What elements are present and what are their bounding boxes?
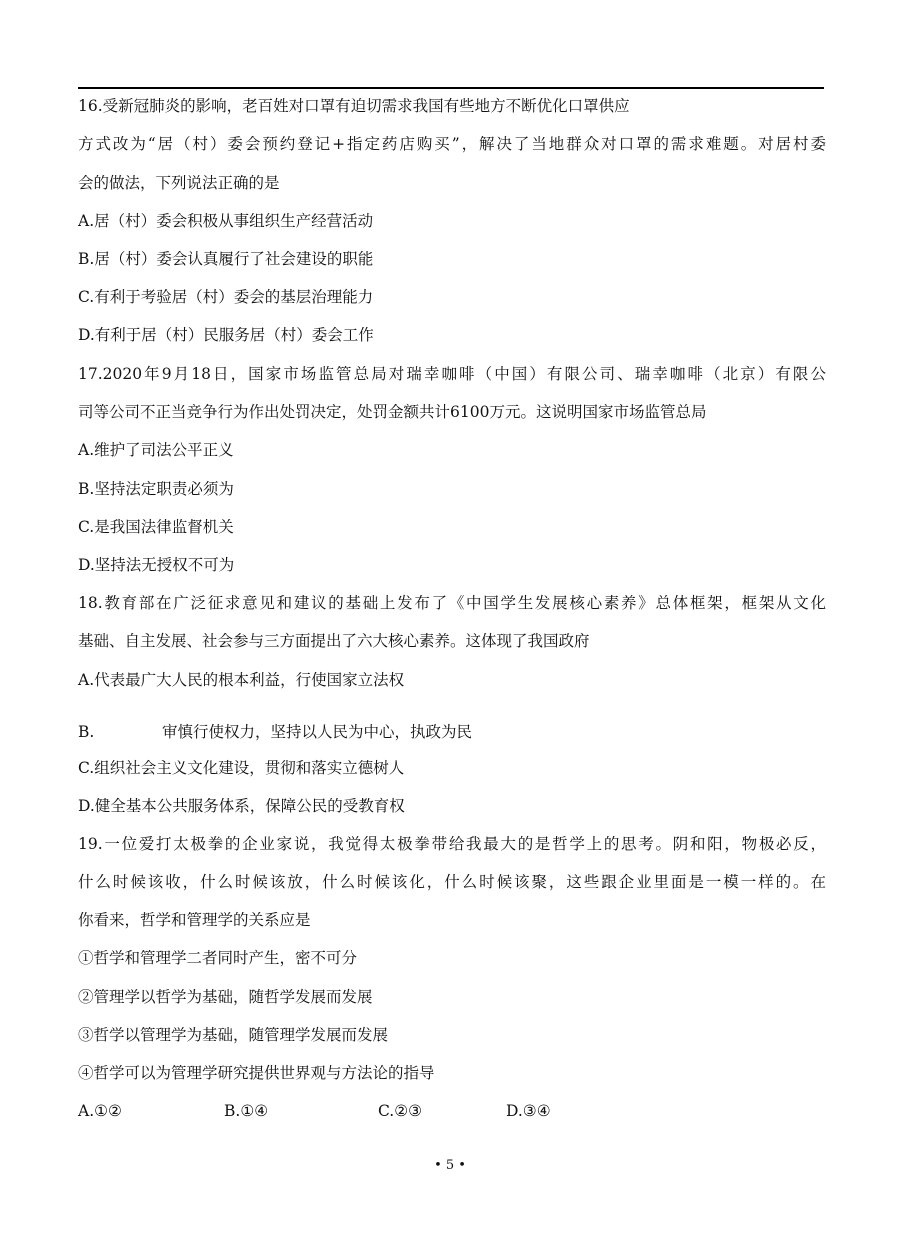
q16-stem-line-3: 会的做法，下列说法正确的是 — [78, 174, 280, 192]
page-number: • 5 • — [434, 1158, 466, 1173]
q19-statement-3: ③哲学以管理学为基础，随管理学发展而发展 — [78, 1026, 389, 1044]
header-rule — [78, 87, 824, 89]
q19-statement-1: ①哲学和管理学二者同时产生，密不可分 — [78, 949, 358, 967]
q19-choice-b: B.①④ — [224, 1102, 269, 1120]
q18-option-b-letter: B. — [78, 723, 95, 741]
q19-statement-2: ②管理学以哲学为基础，随哲学发展而发展 — [78, 988, 373, 1006]
q18-stem-line-1: 18.教育部在广泛征求意见和建议的基础上发布了《中国学生发展核心素养》总体框架，框架从文化 — [78, 594, 826, 612]
q18-option-d: D.健全基本公共服务体系，保障公民的受教育权 — [78, 797, 405, 815]
q16-option-b: B.居（村）委会认真履行了社会建设的职能 — [78, 250, 374, 268]
q17-option-d: D.坚持法无授权不可为 — [78, 556, 235, 574]
q17-stem-line-2: 司等公司不正当竞争行为作出处罚决定，处罚金额共计6100万元。这说明国家市场监管总局 — [78, 403, 707, 421]
q19-statement-4: ④哲学可以为管理学研究提供世界观与方法论的指导 — [78, 1064, 435, 1082]
q17-option-b: B.坚持法定职责必须为 — [78, 480, 234, 498]
q17-stem-line-1: 17.2020年9月18日，国家市场监管总局对瑞幸咖啡（中国）有限公司、瑞幸咖啡（北京）有限公 — [78, 365, 826, 383]
q16-option-a: A.居（村）委会积极从事组织生产经营活动 — [78, 212, 374, 230]
q17-option-c: C.是我国法律监督机关 — [78, 518, 234, 536]
q19-stem-line-3: 你看来，哲学和管理学的关系应是 — [78, 911, 311, 929]
q18-option-b-text: 审慎行使权力，坚持以人民为中心，执政为民 — [162, 723, 473, 741]
q18-stem-line-2: 基础、自主发展、社会参与三方面提出了六大核心素养。这体现了我国政府 — [78, 632, 590, 650]
q19-choice-d: D.③④ — [506, 1102, 551, 1120]
q18-option-a: A.代表最广大人民的根本利益，行使国家立法权 — [78, 671, 405, 689]
q19-stem-line-1: 19.一位爱打太极拳的企业家说，我觉得太极拳带给我最大的是哲学上的思考。阴和阳，物极必反， — [78, 835, 826, 853]
q16-stem-line-1: 16.受新冠肺炎的影响，老百姓对口罩有迫切需求我国有些地方不断优化口罩供应 — [78, 97, 630, 115]
q16-option-c: C.有利于考验居（村）委会的基层治理能力 — [78, 288, 374, 306]
q19-choice-c: C.②③ — [378, 1102, 423, 1120]
q16-stem-line-2: 方式改为“居（村）委会预约登记+指定药店购买”，解决了当地群众对口罩的需求难题。对居村委 — [78, 135, 826, 153]
q19-choice-a: A.①② — [78, 1102, 122, 1120]
q16-option-d: D.有利于居（村）民服务居（村）委会工作 — [78, 326, 374, 344]
q19-stem-line-2: 什么时候该收，什么时候该放，什么时候该化，什么时候该聚，这些跟企业里面是一模一样的。在 — [78, 873, 826, 891]
q18-option-c: C.组织社会主义文化建设，贯彻和落实立德树人 — [78, 759, 405, 777]
q17-option-a: A.维护了司法公平正义 — [78, 441, 234, 459]
